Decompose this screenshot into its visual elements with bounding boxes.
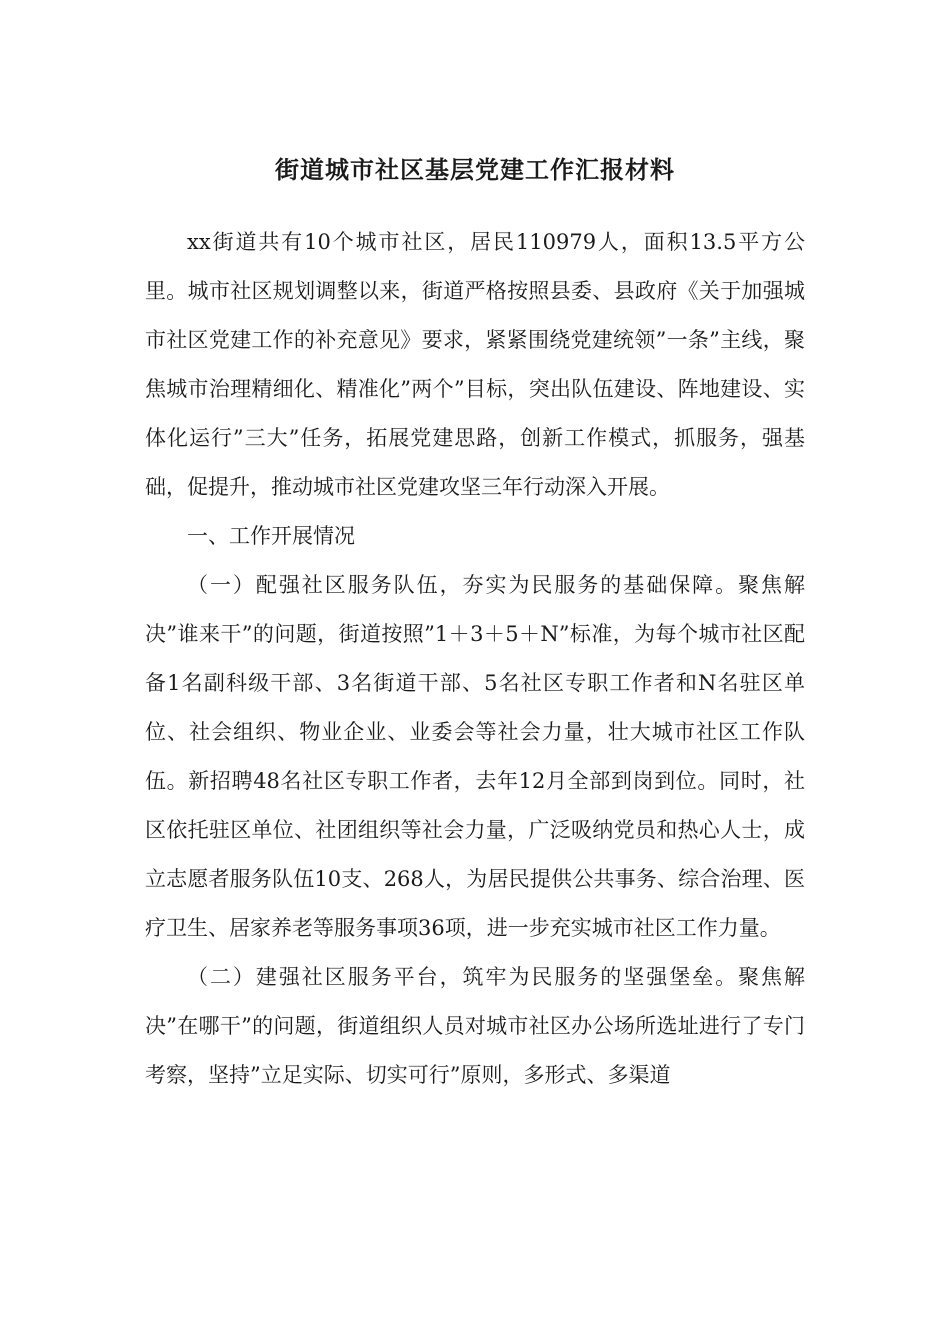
section-heading: 一、工作开展情况 (187, 524, 355, 548)
intro-paragraph: xx街道共有10个城市社区，居民110979人，面积13.5平方公里。城市社区规划调整以来，街道严格按照县委、县政府《关于加强城市社区党建工作的补充意见》要求，紧紧围绕党建统领”一条”主线，聚焦城市治理精细化、精准化”两个”目标，突出队伍建设、阵地建设、实体化运行”三大”任务，拓展党建思路，创新工作模式，抓服务，强基础，促提升，推动城市社区党建攻坚三年行动深入开展。 (145, 230, 805, 499)
document-title: 街道城市社区基层党建工作汇报材料 (275, 155, 675, 184)
subsection-paragraph-2: （二）建强社区服务平台，筑牢为民服务的坚强堡垒。聚焦解决”在哪干”的问题，街道组织人员对城市社区办公场所选址进行了专门考察，坚持”立足实际、切实可行”原则，多形式、多渠道 (145, 965, 805, 1087)
subsection-paragraph-1: （一）配强社区服务队伍，夯实为民服务的基础保障。聚焦解决”谁来干”的问题，街道按照”1＋3＋5＋N”标准，为每个城市社区配备1名副科级干部、3名街道干部、5名社区专职工作者和N名驻区单位、社会组织、物业企业、业委会等社会力量，壮大城市社区工作队伍。新招聘48名社区专职工作者，去年12月全部到岗到位。同时，社区依托驻区单位、社团组织等社会力量，广泛吸纳党员和热心人士，成立志愿者服务队伍10支、268人，为居民提供公共事务、综合治理、医疗卫生、居家养老等服务事项36项，进一步充实城市社区工作力量。 (145, 573, 805, 940)
document-body (145, 218, 805, 1100)
